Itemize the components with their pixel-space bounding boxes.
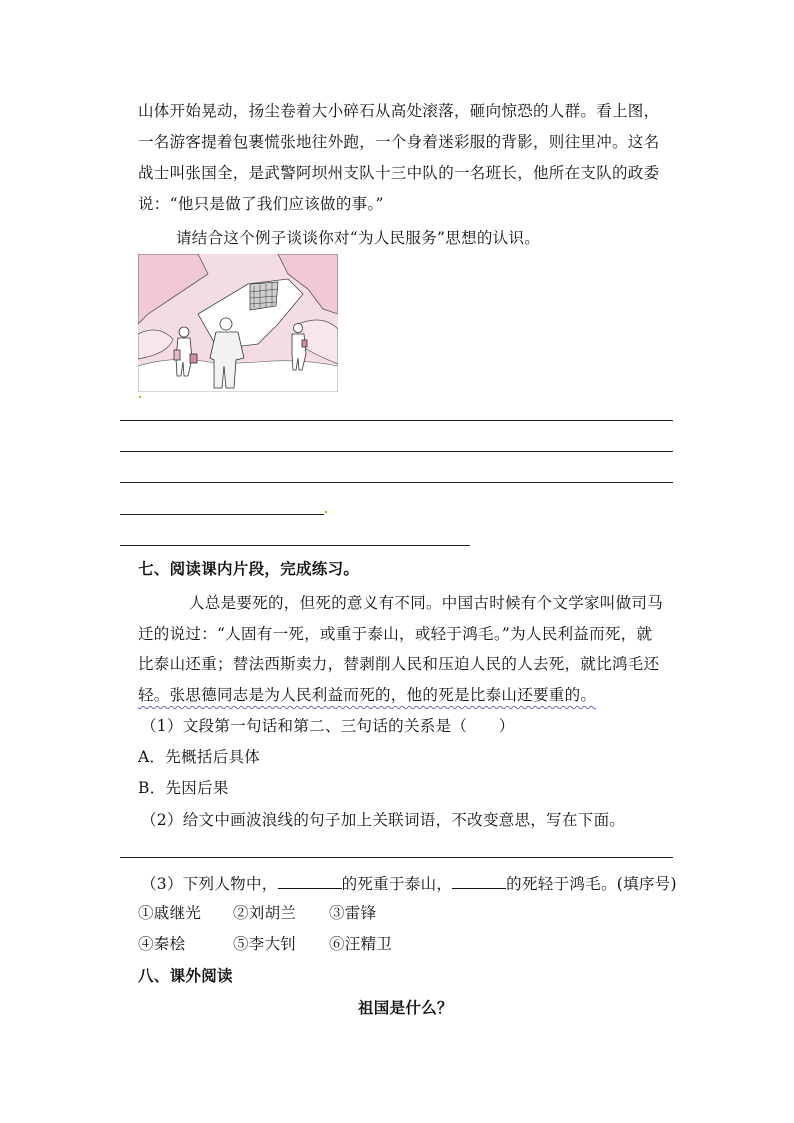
option-item: ①戚继光 — [138, 904, 202, 922]
option-item: ⑥汪精卫 — [329, 935, 393, 953]
answer-line — [120, 514, 324, 515]
illustration-landslide-scene — [138, 254, 338, 392]
excerpt-line: 迁的说过：“人固有一死，或重于泰山，或轻于鸿毛。”为人民利益而死，就 — [138, 625, 653, 643]
article-title: 祖国是什么？ — [358, 998, 453, 1017]
excerpt-line: 比泰山还重；替法西斯卖力，替剥削人民和压迫人民的人去死，就比鸿毛还 — [138, 655, 660, 673]
passage-line: 说：“他只是做了我们应该做的事。” — [138, 195, 384, 213]
option-a: A．先概括后具体 — [138, 748, 261, 766]
answer-line — [120, 420, 673, 421]
passage-line: 山体开始晃动，扬尘卷着大小碎石从高处滚落，砸向惊恐的人群。看上图， — [138, 102, 660, 120]
answer-line — [120, 451, 673, 452]
section-heading: 七、阅读课内片段，完成练习。 — [138, 559, 360, 578]
question-3-text: 的死轻于鸿毛。(填序号) — [506, 875, 677, 893]
option-b: B．先因后果 — [138, 779, 229, 797]
question-prompt: 请结合这个例子谈谈你对“为人民服务”思想的认识。 — [176, 229, 541, 247]
option-item: ④秦桧 — [138, 935, 186, 953]
decorative-dot — [139, 396, 141, 398]
question-2: （2）给文中画波浪线的句子加上关联词语，不改变意思，写在下面。 — [141, 811, 626, 829]
answer-line — [120, 545, 470, 546]
option-item: ②刘胡兰 — [233, 904, 297, 922]
answer-line — [120, 482, 673, 483]
option-item: ⑤李大钊 — [233, 935, 297, 953]
passage-line: 战士叫张国全，是武警阿坝州支队十三中队的一名班长，他所在支队的政委 — [138, 164, 660, 182]
question-3-text: 的死重于泰山， — [341, 875, 453, 893]
decorative-dot — [325, 511, 327, 513]
section-heading: 八、课外阅读 — [138, 966, 233, 985]
question-1: （1）文段第一句话和第二、三句话的关系是（ ） — [141, 717, 515, 735]
passage-line: 一名游客提着包裹慌张地往外跑，一个身着迷彩服的背影，则往里冲。这名 — [138, 133, 660, 151]
question-3 — [141, 872, 677, 894]
excerpt-line-wavy: 轻。张思德同志是为人民利益而死的，他的死是比泰山还要重的。 — [138, 686, 597, 704]
excerpt-line: 人总是要死的，但死的意义有不同。中国古时候有个文学家叫做司马 — [189, 594, 664, 612]
fill-blank-lighter[interactable] — [452, 872, 506, 889]
option-item: ③雷锋 — [329, 904, 377, 922]
answer-line — [120, 857, 673, 858]
question-3-text: （3）下列人物中， — [141, 875, 278, 893]
fill-blank-heavier[interactable] — [278, 872, 342, 889]
